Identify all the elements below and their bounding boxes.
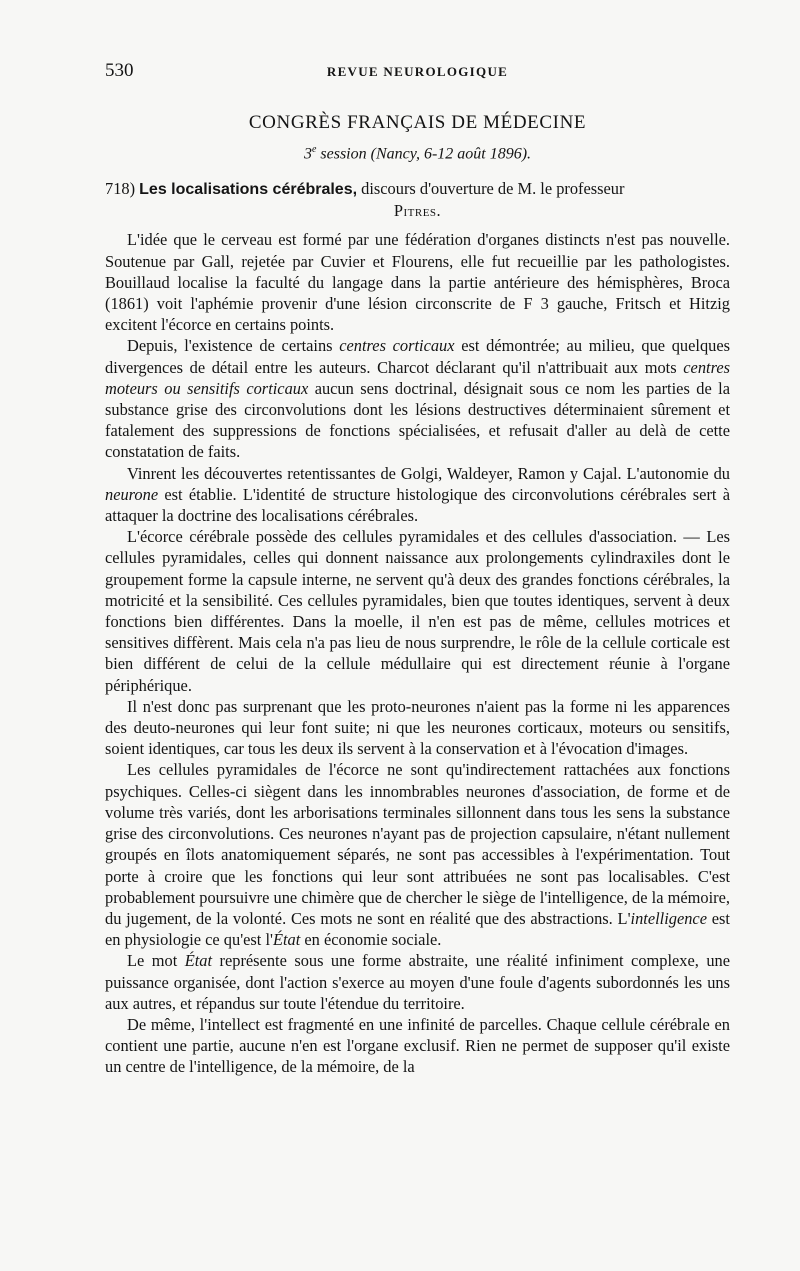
text-run: en économie sociale. <box>300 930 442 950</box>
text-run: Depuis, l'existence de certains <box>127 336 340 356</box>
text-run: est en physiologie ce qu'est l' <box>105 908 730 950</box>
running-head <box>105 60 730 84</box>
italic-term: centres corticaux <box>339 336 455 356</box>
body-paragraph <box>105 1014 730 1078</box>
session-line <box>105 144 730 163</box>
entry-subtitle: discours d'ouverture de M. le professeur <box>361 179 625 198</box>
italic-term: neurone <box>105 484 159 504</box>
body-paragraph <box>105 463 730 527</box>
text-run: Il n'est donc pas surprenant que les proto-neurones n'aient pas la forme ni les apparences des deuto-neurones qui leur font suite; ni que les neurones corticaux, moteurs ou sensitifs, soient identiques, car tous les deux ils servent à la conservation et à l'évocation d'images. <box>105 696 730 759</box>
italic-term: intelligence <box>630 908 707 928</box>
text-run: L'idée que le cerveau est formé par une fédération d'organes distincts n'est pas nouvelle. Soutenue par Gall, rejetée par Cuvier et Flourens, elle fut recueillie par les pathologistes. Bouillaud localise la faculté du langage dans la partie antérieure des hémisphères, Broca (1861) voit l'aphémie provenir d'une lésion circonscrite de F 3 gauche, Fritsch et Hitzig excitent l'écorce en certains points. <box>105 230 730 335</box>
session-ordinal-suffix: e <box>311 144 317 155</box>
session-details: session (Nancy, 6-12 août 1896). <box>316 145 532 163</box>
text-run: est établie. L'identité de structure histologique des circonvolutions cérébrales sert à attaquer la doctrine des localisations cérébrales. <box>105 484 730 526</box>
text-run: Le mot <box>127 951 185 971</box>
session-number: 3 <box>303 145 312 163</box>
entry-author: Pitres. <box>393 201 442 221</box>
body-paragraph <box>105 229 730 335</box>
entry-heading <box>105 178 730 221</box>
paragraphs <box>105 229 730 1077</box>
text-run: aucun sens doctrinal, désignait sous ce nom les parties de la substance grise des circonvolutions dont les lésions destructives déterminaient sûrement et fatalement des suppressions de fonctions spécialisées, et refusait d'aller au delà de cette constatation de faits. <box>105 378 730 462</box>
body-paragraph <box>105 526 730 696</box>
entry-number: 718) <box>105 179 136 198</box>
section-title: CONGRÈS FRANÇAIS DE MÉDECINE <box>248 112 587 133</box>
journal-title: REVUE NEUROLOGIQUE <box>326 64 509 79</box>
italic-term: centres moteurs ou sensitifs corticaux <box>105 357 730 398</box>
body-paragraph <box>105 950 730 1014</box>
italic-term: État <box>272 930 301 950</box>
body-paragraph <box>105 335 730 462</box>
italic-term: État <box>184 951 213 971</box>
article-body <box>105 178 730 1078</box>
text-run: De même, l'intellect est fragmenté en une infinité de parcelles. Chaque cellule cérébrale en contient une partie, aucune n'en est l'organe exclusif. Rien ne permet de supposer qu'il existe un centre de l'intelligence, de la mémoire, de la <box>105 1014 730 1077</box>
body-paragraph <box>105 696 730 760</box>
text-run: Vinrent les découvertes retentissantes de Golgi, Waldeyer, Ramon y Cajal. L'autonomie du <box>127 463 730 483</box>
text-run: représente sous une forme abstraite, une réalité infiniment complexe, une puissance organisée, dont l'action s'exerce au moyen d'une foule d'agents subordonnés les uns aux autres, et répandus sur toute l'étendue du territoire. <box>105 951 730 1013</box>
body-paragraph <box>105 759 730 950</box>
entry-title: Les localisations cérébrales, <box>139 181 358 198</box>
text-run: Les cellules pyramidales de l'écorce ne sont qu'indirectement rattachées aux fonctions psychiques. Celles-ci siègent dans les innombrables neurones d'association, de forme et de volume très variés, dont les arborisations terminales sillonnent dans tous les sens la substance grise des circonvolutions. Ces neurones n'ayant pas de projection capsulaire, n'étant nullement groupés en îlots anatomiquement séparés, ne sont pas accessibles à l'expérimentation. Tout porte à croire que les fonctions qui leur sont attribuées ne sont pas localisables. C'est probablement poursuivre une chimère que de chercher le siège de l'intelligence, de la mémoire, du jugement, de la volonté. Ces mots ne sont en réalité que des abstractions. L' <box>105 760 730 928</box>
text-run: L'écorce cérébrale possède des cellules pyramidales et des cellules d'association. — Les cellules pyramidales, celles qui donnent naissance aux prolongements cylindraxiles dont le groupement forme la capsule interne, ne servent qu'à deux des grandes fonctions cérébrales, la motricité et la sensibilité. Ces cellules pyramidales, bien que toutes identiques, servent à deux fonctions bien différentes. Dans la moelle, il n'en est pas de même, cellules motrices et sensitives diffèrent. Mais cela n'a pas lieu de nous surprendre, le rôle de la cellule corticale est bien différent de celui de la cellule médullaire qui est directement réunie à l'organe périphérique. <box>105 527 730 695</box>
page-number: 530 <box>105 60 134 81</box>
text-run: est démontrée; au milieu, que quelques divergences de détail entre les auteurs. Charcot déclarant qu'il n'attribuait aux mots <box>105 336 730 377</box>
